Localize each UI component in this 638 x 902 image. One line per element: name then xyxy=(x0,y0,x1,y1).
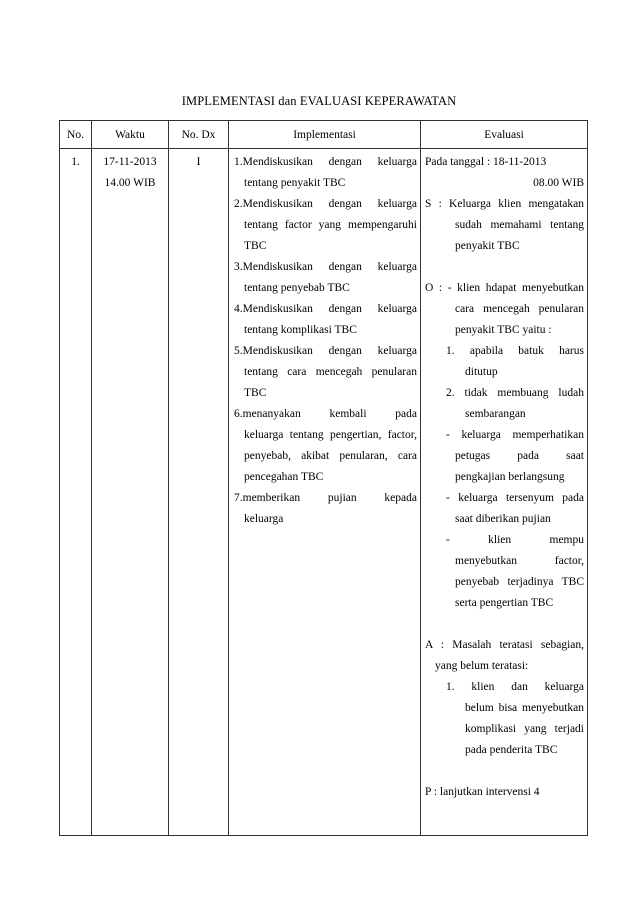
eval-s-line: sudah memahami tentang xyxy=(455,219,584,231)
implementation-table xyxy=(59,120,588,836)
eval-a-line: yang belum teratasi: xyxy=(435,660,529,672)
implementasi-line: 5.Mendiskusikan dengan keluarga xyxy=(234,345,417,357)
eval-o-line: penyakit TBC yaitu : xyxy=(455,324,552,336)
eval-date: Pada tanggal : 18-11-2013 xyxy=(425,156,547,168)
implementasi-cell xyxy=(229,149,421,836)
implementasi-line: tentang penyakit TBC xyxy=(244,177,346,189)
implementasi-line: 1.Mendiskusikan dengan keluarga xyxy=(234,156,417,168)
implementasi-line: 6.menanyakan kembali pada xyxy=(234,408,417,420)
row-dx: I xyxy=(169,149,229,836)
eval-o-line: cara mencegah penularan xyxy=(455,303,584,315)
row-number: 1. xyxy=(60,149,92,836)
table-header-row xyxy=(60,121,588,149)
eval-o-dash: - keluarga memperhatikan xyxy=(446,429,584,441)
evaluasi-cell xyxy=(421,149,588,836)
eval-s-line: penyakit TBC xyxy=(455,240,520,252)
implementasi-line: keluarga xyxy=(244,513,284,525)
eval-o-dash: - klien mempu xyxy=(446,534,584,546)
implementasi-item xyxy=(234,299,417,341)
implementasi-item xyxy=(234,152,417,194)
implementasi-line: 7.memberikan pujian kepada xyxy=(234,492,417,504)
eval-a-line: belum bisa menyebutkan xyxy=(465,702,584,714)
eval-o-item: 2. tidak membuang ludah xyxy=(446,387,584,399)
header-evaluasi: Evaluasi xyxy=(421,121,588,149)
eval-o-line: O : - klien hdapat menyebutkan xyxy=(425,282,584,294)
header-no: No. xyxy=(60,121,92,149)
implementasi-item xyxy=(234,404,417,488)
implementasi-list xyxy=(234,152,417,530)
eval-a-line: komplikasi yang terjadi xyxy=(465,723,584,735)
header-no-dx: No. Dx xyxy=(169,121,229,149)
eval-s-line: S : Keluarga klien mengatakan xyxy=(425,198,584,210)
implementasi-line: TBC xyxy=(244,240,267,252)
header-waktu: Waktu xyxy=(92,121,169,149)
implementasi-line: pencegahan TBC xyxy=(244,471,324,483)
implementasi-line: keluarga tentang pengertian, factor, xyxy=(244,429,417,441)
row-date: 17-11-2013 xyxy=(103,156,157,168)
eval-o-dash: menyebutkan factor, xyxy=(455,555,584,567)
implementasi-item xyxy=(234,194,417,257)
implementasi-item xyxy=(234,488,417,530)
implementasi-line: tentang factor yang mempengaruhi xyxy=(244,219,417,231)
eval-o-dash: - keluarga tersenyum pada xyxy=(446,492,584,504)
implementasi-line: 4.Mendiskusikan dengan keluarga xyxy=(234,303,417,315)
implementasi-item xyxy=(234,257,417,299)
table-row xyxy=(60,149,588,836)
eval-o-dash: penyebab terjadinya TBC xyxy=(455,576,584,588)
page-title: IMPLEMENTASI dan EVALUASI KEPERAWATAN xyxy=(181,94,457,108)
eval-a-line: A : Masalah teratasi sebagian, xyxy=(425,639,584,651)
implementasi-line: tentang komplikasi TBC xyxy=(244,324,357,336)
header-implementasi: Implementasi xyxy=(229,121,421,149)
implementasi-line: tentang cara mencegah penularan xyxy=(244,366,417,378)
eval-p-line: P : lanjutkan intervensi 4 xyxy=(425,786,540,798)
implementasi-line: 2.Mendiskusikan dengan keluarga xyxy=(234,198,417,210)
implementasi-line: TBC xyxy=(244,387,267,399)
eval-o-dash: petugas pada saat xyxy=(455,450,584,462)
row-time: 14.00 WIB xyxy=(104,177,156,189)
eval-o-item: 1. apabila batuk harus xyxy=(446,345,584,357)
row-waktu xyxy=(92,149,169,836)
eval-a-line: 1. klien dan keluarga xyxy=(446,681,584,693)
eval-o-dash: serta pengertian TBC xyxy=(455,597,554,609)
implementasi-line: tentang penyebab TBC xyxy=(244,282,350,294)
eval-o-dash: pengkajian berlangsung xyxy=(455,471,565,483)
eval-o-item: sembarangan xyxy=(465,408,526,420)
eval-a-line: pada penderita TBC xyxy=(465,744,558,756)
implementasi-line: 3.Mendiskusikan dengan keluarga xyxy=(234,261,417,273)
implementasi-line: penyebab, akibat penularan, cara xyxy=(244,450,417,462)
eval-o-item: ditutup xyxy=(465,366,498,378)
eval-time: 08.00 WIB xyxy=(533,177,584,189)
eval-o-dash: saat diberikan pujian xyxy=(455,513,551,525)
implementasi-item xyxy=(234,341,417,404)
